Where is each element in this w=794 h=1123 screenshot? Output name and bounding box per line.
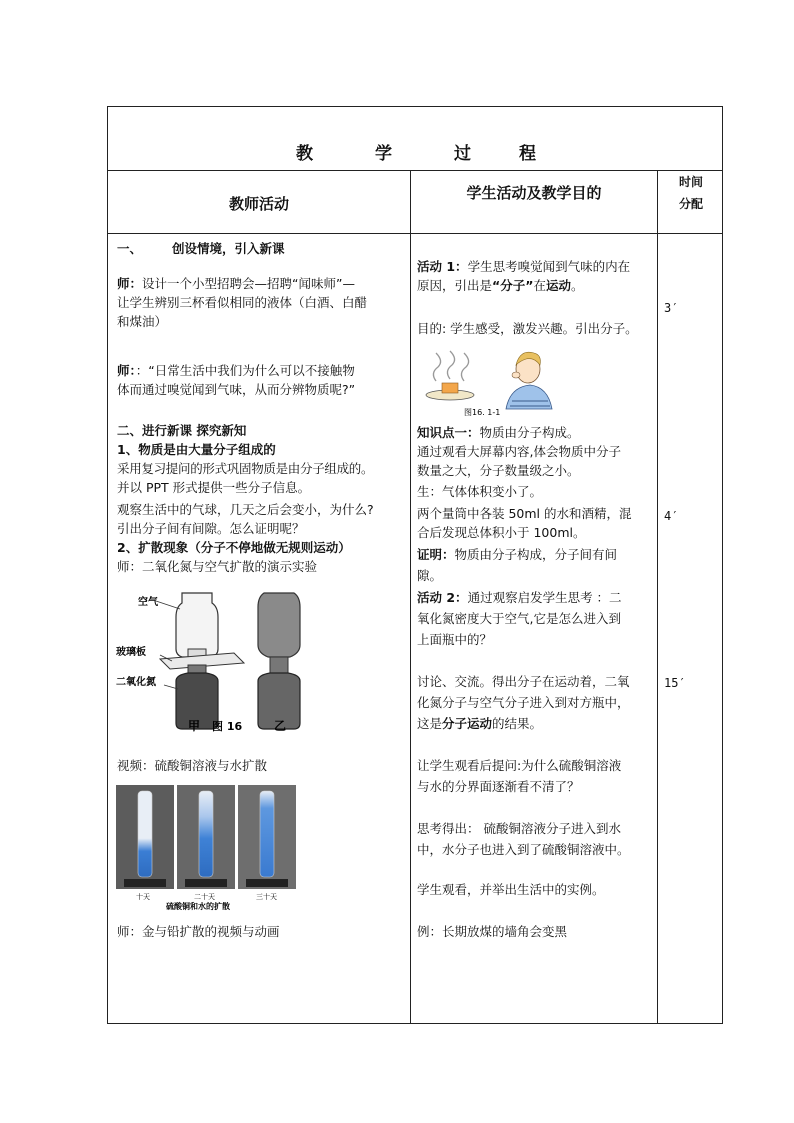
video-1: 视频：硫酸铜溶液与水扩散 [117, 758, 268, 773]
think-l1: 思考得出： 硫酸铜溶液分子进入到水 [417, 821, 621, 836]
activity-1-l1: 活动 1：学生思考嗅觉闻到气味的内在 [417, 259, 631, 274]
stand-1 [124, 879, 166, 887]
teacher-p1-l1: 师：设计一个小型招聘会—招聘“闻味师”— [117, 276, 355, 291]
discussion-l3: 这是分子运动的结果。 [417, 716, 543, 731]
knowledge-point-1: 知识点一：物质由分子构成。 [417, 425, 580, 440]
header-time-2: 分配 [678, 197, 703, 211]
person-hand [512, 372, 520, 378]
mixed-top-bottle [258, 593, 300, 657]
section-1-title: 创设情境，引入新课 [172, 241, 285, 256]
no2-diffusion-figure [116, 585, 316, 735]
caption-mid: 图 16 [212, 720, 243, 733]
smell-illustration [424, 343, 554, 417]
vapor-3 [461, 353, 468, 381]
row-divider-title [108, 170, 723, 171]
photo-caption: 硫酸铜和水的扩散 [166, 901, 230, 911]
copper-sulfate-photo [116, 785, 298, 911]
mixed-neck [270, 657, 288, 673]
think-l2: 中，水分子也进入到了硫酸铜溶液中。 [417, 842, 630, 857]
teacher-k2-l1: 师：二氧化氮与空气扩散的演示实验 [117, 559, 318, 574]
label-20-days: 二十天 [194, 893, 215, 901]
discussion-l1: 讨论、交流。得出分子在运动着，二氧 [417, 674, 630, 689]
vapor-2 [447, 351, 454, 379]
vapor-1 [433, 353, 440, 381]
experiment-l2: 合后发现总体积小于 100ml。 [417, 525, 586, 540]
activity-2-l1: 活动 2：通过观察启发学生思考 ：二 [417, 590, 622, 605]
proof-l1: 证明：物质由分子构成，分子间有间 [417, 547, 618, 562]
tube-10-days [138, 791, 152, 877]
caption-a: 甲 [188, 719, 201, 733]
student-answer: 生：气体体积变小了。 [417, 484, 543, 499]
teacher-p1-l2: 让学生辨别三杯看似相同的液体（白酒、白醋 [117, 295, 368, 310]
discussion-l2: 化氮分子与空气分子进入到对方瓶中， [417, 695, 630, 710]
teacher-p2-l2: 体而通过嗅觉闻到气味，从而分辨物质呢?” [117, 382, 356, 397]
observe-l2: 数量之大，分子数量级之小。 [417, 463, 580, 478]
lesson-table [107, 106, 723, 1024]
ask-l1: 让学生观看后提问:为什么硫酸铜溶液 [417, 758, 622, 773]
col-divider-2 [657, 170, 658, 1024]
header-teacher: 教师活动 [228, 195, 289, 213]
experiment-l1: 两个量筒中各装 50ml 的水和酒精，混 [417, 506, 632, 521]
air-bottle [176, 593, 218, 657]
person-body [506, 385, 552, 409]
section-1-num: 一、 [117, 241, 143, 256]
teacher-k1-l4: 引出分子间有间隙。怎么证明呢？ [117, 521, 305, 536]
activity-2-l3: 上面瓶中的？ [417, 632, 493, 647]
teacher-k1-l3: 观察生活中的气球，几天之后会变小，为什么? [117, 502, 374, 517]
label-glass: 玻璃板 [116, 647, 146, 658]
row-divider-header [108, 233, 723, 234]
col-divider-1 [410, 170, 411, 1024]
stand-3 [246, 879, 288, 887]
time-3: 3′ [664, 301, 679, 315]
teacher-p2-l1: 师：：“日常生活中我们为什么可以不接触物 [117, 363, 355, 378]
stand-2 [185, 879, 227, 887]
observe-l1: 通过观看大屏幕内容,体会物质中分子 [417, 444, 621, 459]
section-2-title: 二、进行新课 探究新知 [117, 423, 247, 438]
time-4: 4′ [664, 509, 679, 523]
pointer-air [156, 601, 180, 609]
time-15: 15′ [664, 676, 686, 690]
tube-30-days [260, 791, 274, 877]
header-student: 学生活动及教学目的 [466, 184, 602, 202]
proof-l2: 隙。 [417, 568, 443, 583]
activity-1-l2: 原因，引出是“分子”在运动。 [417, 278, 584, 293]
knowledge-1-title: 1、物质是由大量分子组成的 [117, 442, 276, 457]
label-30-days: 三十天 [256, 893, 277, 901]
teacher-last: 师：金与铅扩散的视频与动画 [117, 924, 280, 939]
activity-2-l2: 氧化氮密度大于空气,它是怎么进入到 [417, 611, 621, 626]
knowledge-2-title: 2、扩散现象（分子不停地做无规则运动） [117, 540, 351, 555]
goal-text: 目的: 学生感受，激发兴趣。引出分子。 [417, 321, 638, 336]
caption-b: 乙 [274, 719, 287, 733]
observe-examples: 学生观看，并举出生活中的实例。 [417, 882, 605, 897]
label-air: 空气 [138, 597, 158, 608]
label-no2: 二氧化氮 [116, 677, 156, 688]
teacher-p1-l3: 和煤油） [117, 314, 168, 329]
example-text: 例：长期放煤的墙角会变黑 [417, 924, 568, 939]
dish-block [442, 383, 458, 393]
header-time-1: 时间 [678, 175, 703, 189]
ask-l2: 与水的分界面逐渐看不清了？ [417, 779, 580, 794]
teacher-k1-l2: 并以 PPT 形式提供一些分子信息。 [117, 480, 311, 495]
page-title: 教 学 过 程 [296, 144, 536, 164]
fig-caption: 图16. 1-1 [464, 408, 501, 417]
teacher-k1-l1: 采用复习提问的形式巩固物质是由分子组成的。 [117, 461, 374, 476]
tube-20-days [199, 791, 213, 877]
label-10-days: 十天 [136, 893, 150, 901]
